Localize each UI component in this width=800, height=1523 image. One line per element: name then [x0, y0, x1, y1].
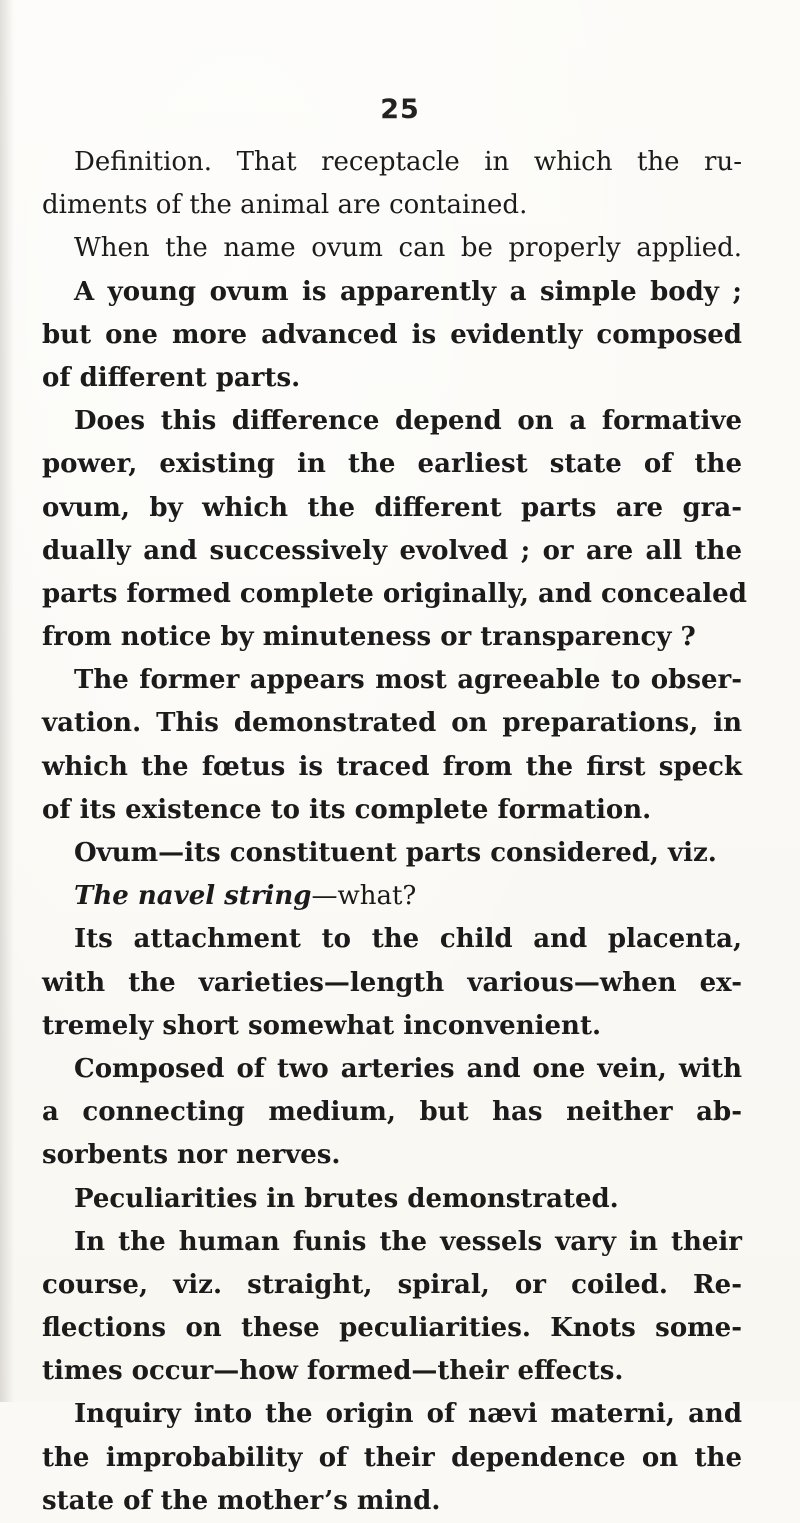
text-line: from notice by minuteness or transparency ?: [42, 622, 696, 653]
text-line: state of the mother’s mind.: [42, 1485, 441, 1516]
text-line: When the name ovum can be properly applied.: [74, 233, 742, 264]
text-line: Definition. That receptacle in which the ru-: [74, 147, 742, 177]
text-line: Inquiry into the origin of nævi materni, and: [74, 1399, 742, 1430]
text-line-rest: —what?: [311, 881, 417, 912]
text-line: course, viz. straight, spiral, or coiled. Re-: [42, 1269, 742, 1300]
text-line: of its existence to its complete formation.: [42, 794, 652, 825]
text-line: A young ovum is apparently a simple body ;: [74, 276, 742, 307]
body-text: [42, 141, 747, 1523]
text-line: a connecting medium, but has neither ab-: [42, 1097, 742, 1128]
text-line: times occur—how formed—their effects.: [42, 1356, 624, 1387]
text-line: Does this difference depend on a formative: [74, 406, 742, 437]
text-line: power, existing in the earliest state of the: [42, 449, 742, 480]
text-line: ovum, by which the different parts are gra-: [42, 492, 742, 523]
text-line: but one more advanced is evidently composed: [42, 319, 742, 350]
text-line: In the human funis the vessels vary in their: [74, 1226, 742, 1257]
page-number: 25: [380, 94, 420, 125]
italic-heading: The navel string: [74, 881, 312, 912]
text-line: flections on these peculiarities. Knots some-: [42, 1313, 742, 1344]
text-line: Its attachment to the child and placenta,: [74, 924, 742, 955]
text-line: sorbents nor nerves.: [42, 1140, 341, 1171]
text-line: parts formed complete originally, and concealed: [42, 578, 747, 609]
text-line: The former appears most agreeable to obser-: [74, 665, 742, 696]
text-line: [42, 875, 742, 918]
text-line: vation. This demonstrated on preparations, in: [42, 708, 742, 739]
text-line: of different parts.: [42, 362, 301, 393]
text-line: which the fœtus is traced from the first speck: [42, 751, 742, 782]
text-line: tremely short somewhat inconvenient.: [42, 1010, 601, 1041]
text-line: diments of the animal are contained.: [42, 190, 528, 221]
page-edge-shadow: [0, 0, 14, 1402]
text-line: Peculiarities in brutes demonstrated.: [74, 1183, 619, 1214]
text-line: dually and successively evolved ; or are all the: [42, 535, 742, 566]
text-line: Composed of two arteries and one vein, with: [74, 1053, 742, 1084]
text-line: with the varieties—length various—when ex-: [42, 967, 742, 998]
text-line: Ovum—its constituent parts considered, viz.: [74, 838, 717, 868]
text-line: the improbability of their dependence on the: [42, 1442, 742, 1473]
